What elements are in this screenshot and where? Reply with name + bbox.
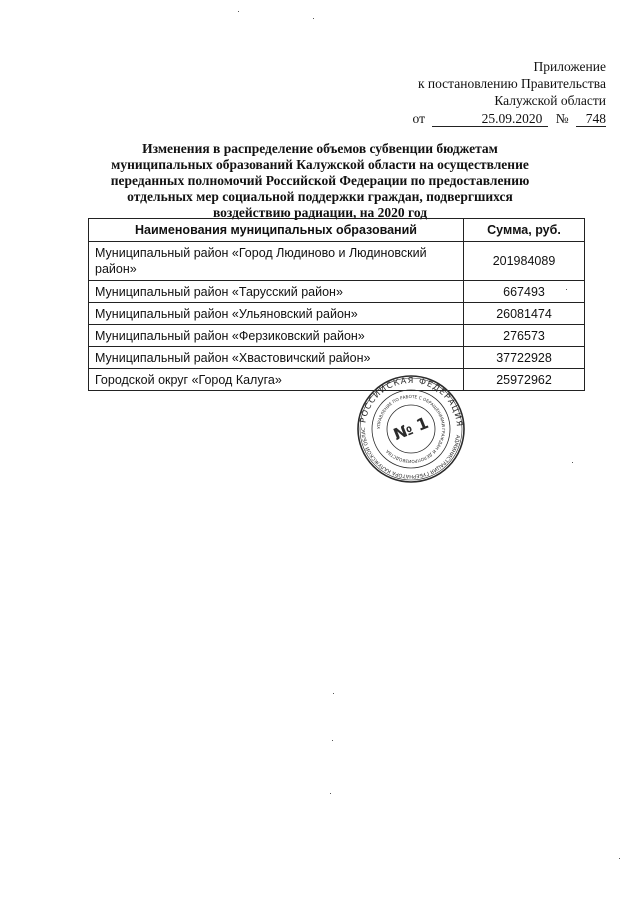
distribution-table <box>88 218 585 391</box>
table-row <box>89 303 585 325</box>
scan-speck <box>238 11 239 12</box>
seal-ring-text-path: АДМИНИСТРАЦИЯ ГУБЕРНАТОРА КАЛУЖСКОЙ ОБЛАС <box>360 427 461 480</box>
municipality-name: Муниципальный район «Тарусский район» <box>89 281 464 303</box>
seal-outer-text-path: РОССИЙСКАЯ ФЕДЕРАЦИЯ <box>357 374 466 428</box>
municipality-name: Муниципальный район «Хвастовичский район» <box>89 347 464 369</box>
subsidy-amount: 26081474 <box>464 303 585 325</box>
scan-speck <box>619 858 620 859</box>
table-header-row <box>89 219 585 242</box>
region-name: Калужской области <box>494 93 606 108</box>
table-row <box>89 369 585 391</box>
table-row <box>89 325 585 347</box>
scan-speck <box>572 462 573 463</box>
seal-center-number: № 1 <box>390 412 432 445</box>
resolution-date-number <box>409 110 607 127</box>
scan-speck <box>313 18 314 19</box>
subsidy-amount: 201984089 <box>464 242 585 281</box>
seal-inner-text-path: УПРАВЛЕНИЕ ПО РАБОТЕ С ОБРАЩЕНИЯМИ ГРАЖДАН И ДЕЛОПРОИЗВОДСТВА <box>375 393 447 465</box>
municipality-name: Муниципальный район «Ульяновский район» <box>89 303 464 325</box>
subsidy-amount: 25972962 <box>464 369 585 391</box>
seal-graphic <box>356 374 466 484</box>
municipality-name: Муниципальный район «Город Людиново и Людиновский район» <box>89 242 464 281</box>
resolution-date: 25.09.2020 <box>432 111 548 127</box>
number-label: № <box>555 111 569 126</box>
official-seal-stamp <box>356 374 466 484</box>
scan-speck <box>566 289 567 290</box>
appendix-label: Приложение <box>533 59 606 74</box>
column-header-amount: Сумма, руб. <box>464 219 585 242</box>
subsidy-amount: 276573 <box>464 325 585 347</box>
document-header <box>409 58 607 127</box>
resolution-number: 748 <box>576 111 606 127</box>
subsidy-amount: 667493 <box>464 281 585 303</box>
scan-speck <box>330 793 331 794</box>
document-title: Изменения в распределение объемов субвенции бюджетам муниципальных образований Калужской области на осуществление переданных полномочий Российской Федерации по предоставлению отдельных мер социальной поддержки граждан, подвергшихся воздействию радиации, на 2020 год <box>110 141 530 220</box>
subsidy-amount: 37722928 <box>464 347 585 369</box>
scan-speck <box>332 740 333 741</box>
scan-speck <box>333 693 334 694</box>
municipality-name: Городской округ «Город Калуга» <box>89 369 464 391</box>
from-label: от <box>412 111 425 126</box>
table-row <box>89 281 585 303</box>
table-row <box>89 347 585 369</box>
municipality-name: Муниципальный район «Ферзиковский район» <box>89 325 464 347</box>
column-header-name: Наименования муниципальных образований <box>89 219 464 242</box>
table-row <box>89 242 585 281</box>
resolution-reference: к постановлению Правительства <box>417 76 606 91</box>
